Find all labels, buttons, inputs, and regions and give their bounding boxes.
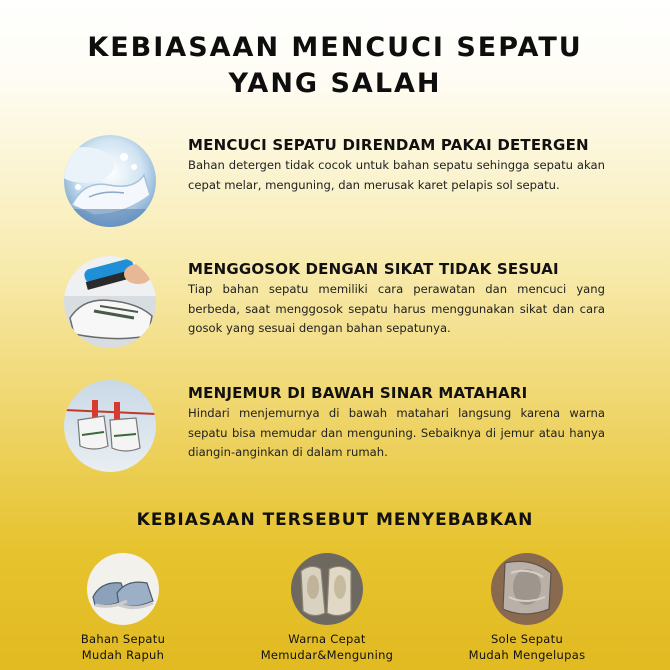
shoe-in-detergent-photo [64, 135, 156, 227]
effect-label [452, 631, 602, 663]
habit-heading: MENJEMUR DI BAWAH SINAR MATAHARI [188, 384, 528, 402]
worn-sneakers-photo [87, 553, 159, 625]
effect-label-line-1: Bahan Sepatu [80, 632, 166, 646]
yellowed-shoes-photo [291, 553, 363, 625]
effect-item-peeling [452, 553, 602, 663]
page-title-line-2: YANG SALAH [228, 68, 442, 99]
brush-scrubbing-shoe-photo [64, 256, 156, 348]
habit-item-brush [0, 256, 670, 356]
effect-label-line-1: Warna Cepat [288, 632, 366, 646]
effect-label [252, 631, 402, 663]
page-title [0, 30, 670, 102]
habit-description: Bahan detergen tidak cocok untuk bahan sepatu sehingga sepatu akan cepat melar, menguning, dan merusak karet pelapis sol sepatu. [188, 158, 605, 192]
shoes-hanging-on-clothesline-photo [64, 380, 156, 472]
page-title-line-1: KEBIASAAN MENCUCI SEPATU [87, 32, 583, 63]
habit-heading: MENCUCI SEPATU DIRENDAM PAKAI DETERGEN [188, 136, 589, 154]
effect-label-line-1: Sole Sepatu [490, 632, 564, 646]
habit-heading: MENGGOSOK DENGAN SIKAT TIDAK SESUAI [188, 260, 559, 278]
habit-item-detergent [0, 132, 670, 232]
peeling-sole-photo [491, 553, 563, 625]
effect-item-fragile [48, 553, 198, 663]
effect-label-line-2: Mudah Rapuh [81, 648, 165, 662]
effect-label-line-2: Mudah Mengelupas [468, 648, 586, 662]
effect-label-line-2: Memudar&Menguning [260, 648, 394, 662]
effects-title: KEBIASAAN TERSEBUT MENYEBABKAN [136, 510, 534, 530]
habit-item-sun-drying [0, 380, 670, 480]
effect-label [48, 631, 198, 663]
habit-description: Tiap bahan sepatu memiliki cara perawatan dan mencuci yang berbeda, saat menggosok sepatu harus menggunakan sikat dan cara gosok yang sesuai dengan bahan sepatunya. [188, 282, 605, 336]
effect-item-fading [252, 553, 402, 663]
habit-description: Hindari menjemurnya di bawah matahari langsung karena warna sepatu bisa memudar dan menguning. Sebaiknya di jemur atau hanya diangin-anginkan di dalam rumah. [188, 406, 605, 460]
